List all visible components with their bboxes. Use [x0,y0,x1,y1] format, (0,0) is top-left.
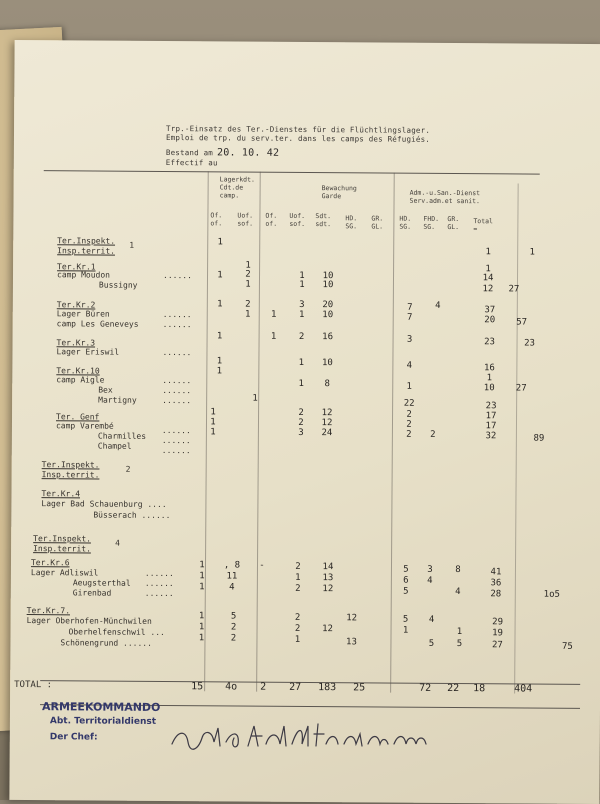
effectif-label: Effectif au [165,158,218,168]
cell: 1 [199,571,205,582]
cell: 14 [322,562,334,573]
dots: ...... [161,425,191,436]
cell: 1 [199,560,205,571]
cell: 1 [402,625,409,636]
cell: - [259,560,265,571]
col-divider [256,172,261,692]
top-rule [44,170,540,174]
row-ter-kr-1: Ter.Kr.1 [57,262,96,272]
cell: 17 [485,421,497,432]
dots: ...... [162,375,192,386]
cell: 1 [198,633,205,644]
col-adm-hd: HD. SG. [399,214,412,231]
header-bewachung: Bewachung Garde [321,184,357,201]
col-bew-uof: Uof. sof. [289,211,306,228]
row-les-geneveys: camp Les Geneveys [56,319,139,329]
bestand-label: Bestand am [165,148,214,158]
cell: 3 [299,299,305,310]
row-bad-schauenburg: Lager Bad Schauenburg .... [41,499,167,510]
cell: 16 [483,363,495,374]
cell: 24 [321,428,333,439]
col-bew-of: Of. of. [265,211,278,228]
cell: 19 [492,628,503,639]
stamp-line-1: ARMEEKOMMANDO [41,700,161,714]
row-champel: Champel [97,441,132,451]
total-value: 404 [514,683,533,695]
row-insp-4: Ter.Inspekt. Insp.territ. [33,534,92,554]
cell: 1 [406,381,412,392]
cell: 13 [346,637,357,648]
insp-2-number: 2 [125,464,131,474]
cell: 10 [321,358,333,369]
cell: 1 [216,356,223,367]
dots: ...... [144,588,174,599]
cell: 12 [321,408,333,419]
row-bueren: Lager Büren [56,309,110,319]
cell: 8 [324,379,331,390]
cell: 1 [485,247,491,258]
cell: 2 [295,561,301,572]
title-de: Trp.-Einsatz des Ter.-Dienstes für die Flüchtlingslager. [166,124,431,135]
cell: 3 [427,564,433,575]
cell: 1 [217,299,223,310]
dots: ...... [144,578,174,589]
total-value: 25 [353,682,366,694]
total-value: 22 [447,682,460,695]
cell: 1 [210,417,216,428]
cell: 10 [483,383,495,394]
row-ter-kr-6: Ter.Kr.6 [30,558,70,568]
dots: ...... [162,347,192,358]
cell: 1 [298,378,305,389]
cell: , 8 [223,560,241,571]
header-adm: Adm.-u.San.-Dienst Serv.adm.et sanit. [409,188,481,206]
dots: ...... [162,270,192,281]
cell: 2 [294,623,301,634]
cell: 32 [485,431,497,442]
row-ter-kr-10: Ter.Kr.10 [56,366,100,376]
insp-4-number: 4 [115,538,121,548]
dots: ...... [162,385,192,396]
cell: 1 14 [482,264,494,284]
cell: 2 [406,419,412,430]
cell: 8 [455,565,461,576]
row-insp-2: Ter.Inspekt. Insp.territ. [41,460,100,480]
title-fr: Emploi de trp. du serv.ter. dans les camps des Réfugiés. [165,133,431,144]
row-ter-kr-2: Ter.Kr.2 [56,300,96,310]
cell: 1 [210,407,216,418]
cell: 29 [492,617,504,628]
cell: 1 2 [245,260,251,280]
total-value: 27 [289,681,302,693]
cell: 2 [406,409,412,420]
cell: 3 [298,427,304,438]
dots: ...... [162,395,192,406]
col-divider [514,183,519,693]
cell: 12 [346,613,358,624]
insp-1-number: 1 [129,240,135,250]
total-label: TOTAL : [14,679,53,691]
cell: 1 [252,393,258,404]
cell: 2 [230,633,237,644]
row-bex: Bex [98,385,113,395]
cell: 2 [294,612,301,623]
cell: 1 [299,279,305,290]
cell: 41 [490,567,502,578]
cell: 1 [529,247,535,258]
cell: 3 [406,334,413,345]
cell: 2 [230,622,237,633]
col-bew-sdt: Sdt. sdt. [315,212,332,229]
cell: 4 [427,575,433,586]
cell: 2 [298,331,305,342]
cell: 2 [298,407,304,418]
cell: 27 [508,284,520,295]
cell: 2 [295,583,301,594]
col-bew-gr: GR. GL. [371,214,384,231]
row-buesserach: Büsserach ...... [93,510,171,521]
row-girenbad: Girenbad [72,588,112,598]
row-charmilles: Charmilles [97,431,147,441]
row-ter-kr-4: Ter.Kr.4 [41,489,81,499]
cell: 1 [270,309,277,320]
dots: ...... [144,568,174,579]
cell: 23 [524,338,536,349]
stamp-line-2: Abt. Territorialdienst [49,716,157,727]
dots: ...... [161,435,191,446]
cell: 1 [198,611,205,622]
cell: 37 [484,305,496,316]
cell: 2 [406,429,412,440]
cell: 1 [299,270,305,281]
cell: 4 [435,300,441,311]
cell: 6 [403,575,409,586]
col-lager-uof: Uof. sof. [237,211,254,228]
total-value: 4o [225,681,238,693]
cell: 4 [229,582,235,593]
cell: 5 [456,639,463,650]
header-lagerkdt: Lagerkdt. Cdt.de camp. [219,175,255,200]
row-aeugsterthal: Aeugsterthal [72,578,131,588]
row-schoenengrund: Schönengrund ...... [60,638,152,648]
bestand-line [166,147,279,159]
cell: 89 [533,433,545,444]
cell: 1 [298,309,305,320]
cell: 11 [226,571,238,582]
cell: 20 [484,315,496,326]
cell: 13 [322,573,334,584]
cell: 1 [486,373,493,384]
cell: 12 [321,418,333,429]
cell: 5 [403,586,409,597]
row-oberhofen: Lager Oberhofen-Münchwilen [26,616,152,626]
row-bussigny: Bussigny [98,280,138,290]
cell: 27 [515,383,527,394]
row-moudon: camp Moudon [56,270,111,280]
cell: 4 [428,614,435,625]
cell: 12 [482,284,494,295]
cell: 12 [322,584,334,595]
cell: 22 [403,398,415,409]
cell: 1 [217,237,223,248]
cell: 7 [407,302,413,313]
total-value: 183 [318,682,337,694]
cell: 5 [402,614,409,625]
cell: 5 [403,564,409,575]
cell: 10 [322,271,334,282]
cell: 1 [216,331,223,342]
cell: 23 [484,337,496,348]
cell: 23 [485,401,497,412]
cell: 5 [428,638,435,649]
row-ter-kr-3: Ter.Kr.3 [56,338,96,348]
stamp-line-3: Der Chef: [49,732,98,743]
total-value: 72 [419,682,432,694]
total-value: 15 [191,681,204,693]
report-date: 20. 10. 42 [216,147,280,159]
total-value: 2 [260,681,267,693]
cell: 12 [322,624,334,635]
cell: 1 [456,627,463,638]
dots: ...... [162,319,192,330]
row-aigle: camp Aigle [56,375,105,385]
cell: 1 [244,309,251,320]
row-eriswil: Lager Eriswil [56,347,120,357]
cell: 1o5 [543,589,560,600]
col-lager-of: Of. of. [210,211,223,228]
cell: 20 [322,300,334,311]
cell: 10 [322,310,334,321]
cell: 1 [217,270,223,281]
total-value: 18 [473,683,486,695]
col-bew-hd: HD. SG. [345,214,358,231]
cell: 1 [245,279,251,290]
cell: 1 [294,634,301,645]
cell: 1 [198,622,205,633]
cell: 4 [406,360,413,371]
row-varembe: camp Varembé [55,421,114,431]
cell: 57 [516,317,528,328]
cell: 2 [298,417,304,428]
dots: ...... [161,445,191,456]
cell: 1 [210,427,216,438]
cell: 36 [490,578,502,589]
cell: 27 [491,640,503,651]
row-insp-1: Ter.Inspekt. Insp.territ. [57,236,116,256]
cell: 16 [322,332,334,343]
cell: 2 [430,429,436,440]
cell: 5 [230,611,237,622]
cell: 28 [490,589,502,600]
row-martigny: Martigny [98,395,137,405]
row-oberhelfenschwil: Oberhelfenschwil ... [68,627,165,638]
cell: 2 [245,299,251,310]
cell: 10 [322,280,334,291]
cell: 7 [406,312,413,323]
cell: 1 [216,366,223,377]
cell: 75 [561,641,573,652]
cell: 1 [295,572,301,583]
cell: 1 [298,357,305,368]
row-ter-kr-7: Ter.Kr.7. [26,606,71,616]
col-adm-fhd: FHD. SG. [423,214,440,231]
cell: 17 [485,411,497,422]
row-ter-genf: Ter. Genf [55,412,100,422]
cell: 1 [199,582,205,593]
cell: 4 [455,587,461,598]
row-adliswil: Lager Adliswil [30,568,99,578]
col-total: Total = [473,217,494,234]
dots: ...... [162,309,192,320]
cell: 1 [270,331,277,342]
document-sheet [9,40,600,804]
col-adm-gr: GR. GL. [447,214,460,232]
signature [168,716,438,756]
